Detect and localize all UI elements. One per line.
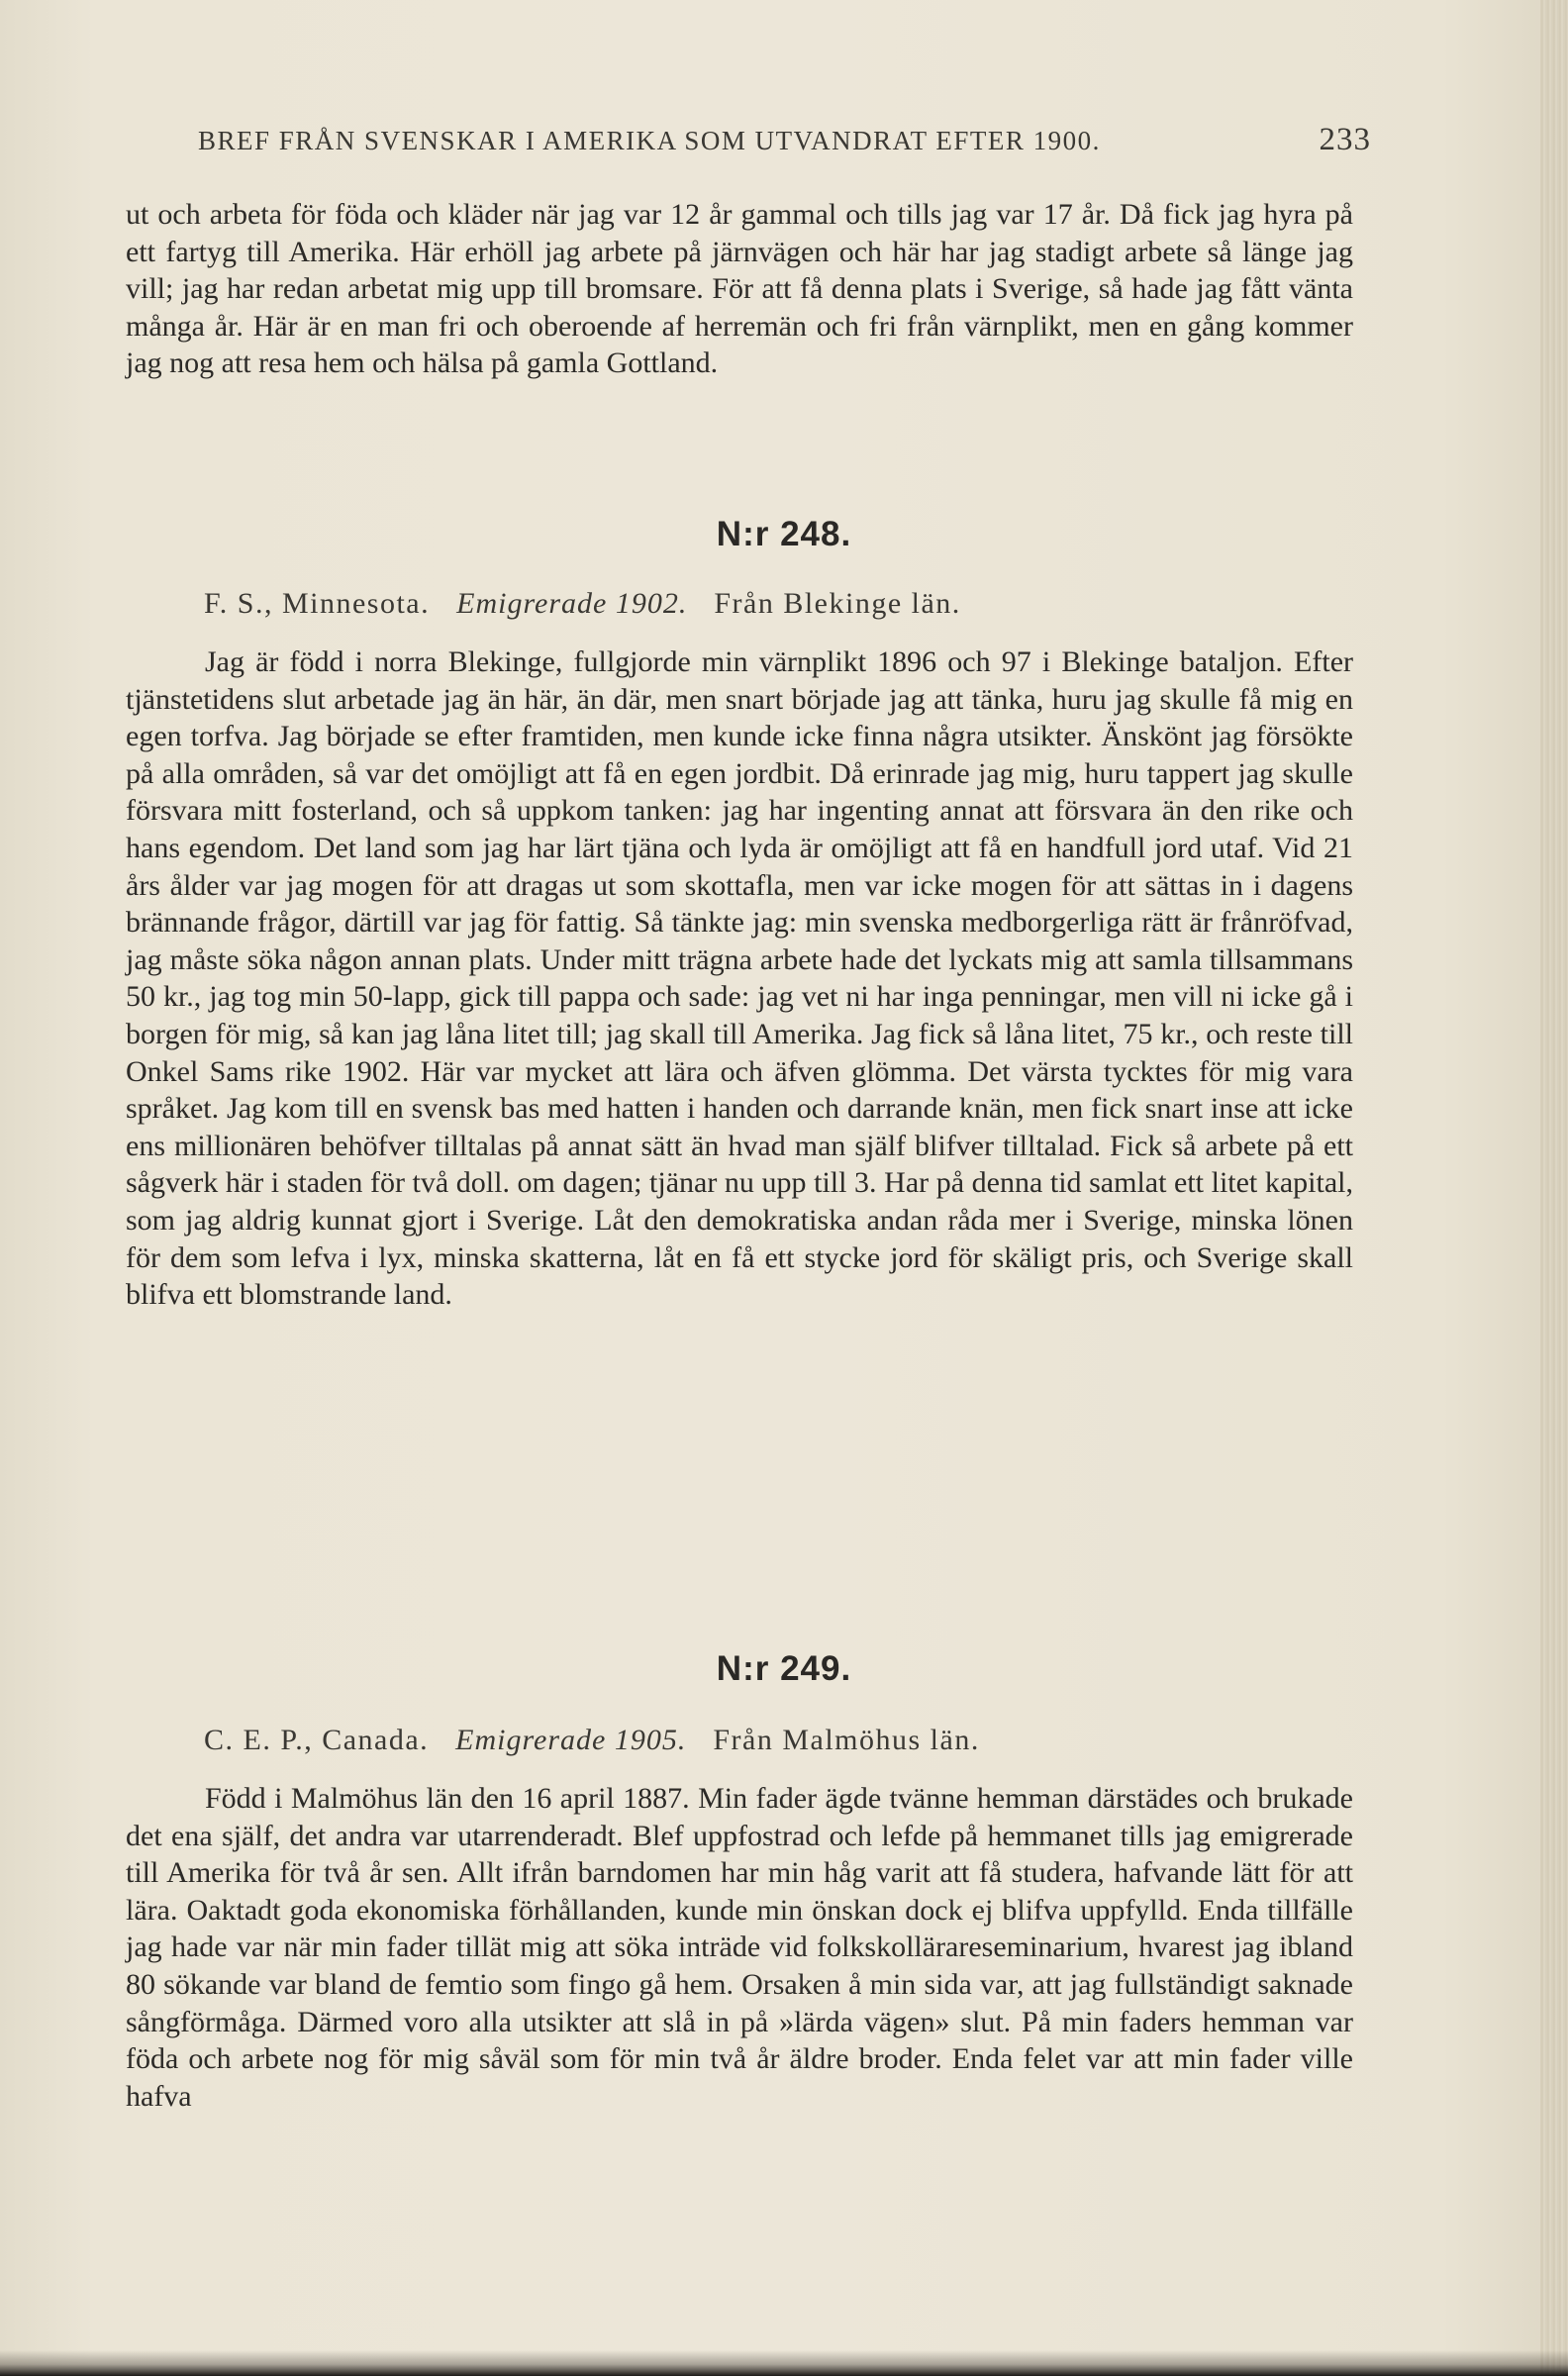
page-fore-edge xyxy=(1540,0,1568,2376)
letter-248-origin: Från Blekinge län. xyxy=(714,587,961,620)
letter-248-author: F. S., Minnesota. xyxy=(204,587,431,620)
page-number: 233 xyxy=(1319,122,1371,157)
letter-248-body: Jag är född i norra Blekinge, fullgjorde min värnplikt 1896 och 97 i Blekinge bataljon. Efter tjänstetidens slut arbetade jag än här, än där, men snart började jag att tänka, huru jag skulle få mig en egen torfva. Jag började se efter framtiden, men kunde icke finna några utsikter. Änskönt jag försökte på alla områden, så var det omöjligt att få en egen jordbit. Då erinrade jag mig, huru tappert jag skulle försvara mitt fosterland, och så uppkom tanken: jag har ingenting annat att försvara än den rike och hans egendom. Det land som jag har lärt tjäna och lyda är omöjligt att få en handfull jord utaf. Vid 21 års ålder var jag mogen för att dragas ut som skottafla, men var icke mogen för att sättas in i dagens brännande frågor, därtill var jag för fattig. Så tänkte jag: min svenska medborgerliga rätt är frånröfvad, jag måste söka någon annan plats. Under mitt trägna arbete hade det lyckats mig att samla tillsammans 50 kr., jag tog min 50-lapp, gick till pappa och sade: jag vet ni har inga penningar, men vill ni icke gå i borgen för mig, så kan jag låna litet till; jag skall till Amerika. Jag fick så låna litet, 75 kr., och reste till Onkel Sams rike 1902. Här var mycket att lära och äfven glömma. Det värsta tycktes för mig vara språket. Jag kom till en svensk bas med hatten i handen och darrande knän, men fick snart inse att icke ens millionären behöfver tilltalas på annat sätt än hvad man själf blifver tilltalad. Fick så arbete på ett sågverk här i staden för två doll. om dagen; tjänar nu upp till 3. Har på denna tid samlat ett litet kapital, som jag aldrig kunnat gjort i Sverige. Låt den demokratiska andan råda mer i Sverige, minska lönen för dem som lefva i lyx, minska skatterna, låt en få ett stycke jord för skäligt pris, och Sverige skall blifva ett blomstrande land. xyxy=(126,645,1353,1312)
letter-249-byline xyxy=(204,1724,1342,1757)
letter-248-byline xyxy=(204,587,1342,621)
letter-number-248: N:r 248. xyxy=(716,515,852,553)
letter-249-author: C. E. P., Canada. xyxy=(204,1724,430,1756)
continuation-paragraph: ut och arbeta för föda och kläder när jag var 12 år gammal och tills jag var 17 år. Då fick jag hyra på ett fartyg till Amerika. Här erhöll jag arbete på järnvägen och här har jag stadigt arbete så länge jag vill; jag har redan arbetat mig upp till bromsare. För att få denna plats i Sverige, så hade jag fått vänta många år. Här är en man fri och oberoende af herremän och fri från värnplikt, men en gång kommer jag nog att resa hem och hälsa på gamla Gottland. xyxy=(126,198,1353,380)
letter-number-249: N:r 249. xyxy=(716,1649,852,1688)
running-title: BREF FRÅN SVENSKAR I AMERIKA SOM UTVANDRAT EFTER 1900. xyxy=(198,126,1101,155)
letter-249-emigration-year: Emigrerade 1905. xyxy=(455,1724,687,1756)
running-header xyxy=(198,122,1371,157)
letter-249-body: Född i Malmöhus län den 16 april 1887. Min fader ägde tvänne hemman därstädes och brukade det ena själf, det andra var utarrenderadt. Blef uppfostrad och lefde på hemmanet tills jag emigrerade till Amerika för två år sen. Allt ifrån barndomen har min håg varit att få studera, hafvande lätt för att lära. Oaktadt goda ekonomiska förhållanden, kunde min önskan dock ej blifva uppfylld. Enda tillfälle jag hade var när min fader tillät mig att söka inträde vid folkskollärareseminarium, hvarest jag ibland 80 sökande var bland de femtio som fingo gå hem. Orsaken å min sida var, att jag fullständigt saknade sångförmåga. Därmed voro alla utsikter att slå in på »lärda vägen» slut. På min faders hemman var föda och arbete nog för mig såväl som för min två år äldre broder. Enda felet var att min fader ville hafva xyxy=(126,1782,1353,2113)
letter-249-origin: Från Malmöhus län. xyxy=(713,1724,980,1756)
letter-248-emigration-year: Emigrerade 1902. xyxy=(456,587,688,620)
page-bottom-shadow xyxy=(0,2350,1568,2376)
